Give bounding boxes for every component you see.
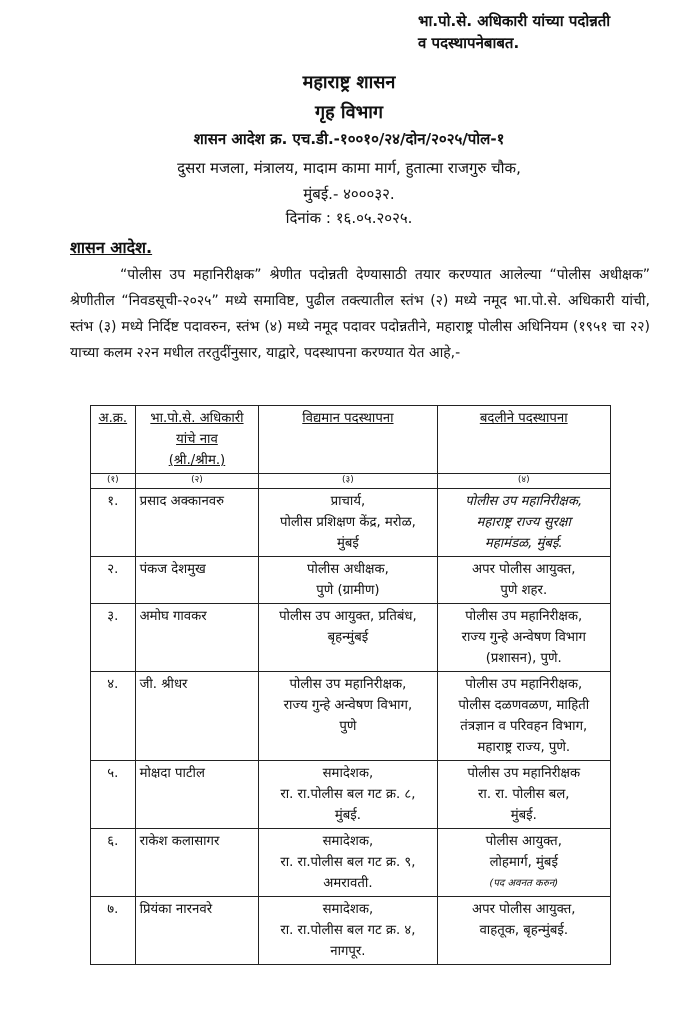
row-sr: २.: [91, 557, 136, 604]
row-name: राकेश कलासागर: [135, 829, 259, 897]
header-name-line-3: (श्री./श्रीम.): [168, 453, 226, 468]
postings-table: [90, 405, 611, 965]
new-line: पोलीस उप महानिरीक्षक,: [465, 677, 583, 692]
current-line: मुंबई: [336, 536, 359, 551]
table-row: [91, 557, 611, 604]
new-line: रा. रा. पोलीस बल,: [478, 787, 570, 802]
current-line: रा. रा.पोलीस बल गट क्र. ९,: [280, 855, 416, 870]
row-name: प्रसाद अक्कानवरु: [135, 489, 259, 557]
current-line: मुंबई.: [334, 808, 361, 823]
order-paragraph: “पोलीस उप महानिरीक्षक” श्रेणीत पदोन्नती देण्यासाठी तयार करण्यात आलेल्या “पोलीस अधीक्षक” श्रेणीतील “निवडसूची-२०२५” मध्ये समाविष्ट, पुढील तक्त्यातील स्तंभ (२) मध्ये नमूद भा.पो.से. अधिकारी यांची, स्तंभ (३) मध्ये निर्दिष्ट पदावरुन, स्तंभ (४) मध्ये नमूद पदावर पदोन्नतीने, महाराष्ट्र पोलीस अधिनियम (१९५१ चा २२) याच्या कलम २२न मधील तरतुदींनुसार, याद्वारे, पदस्थापना करण्यात येत आहे,-: [70, 267, 650, 361]
row-current-posting: [259, 604, 437, 672]
current-line: पोलीस प्रशिक्षण केंद्र, मरोळ,: [279, 515, 416, 530]
address-line-2: मुंबई.- ४०००३२.: [303, 185, 395, 203]
new-line: पोलीस उप महानिरीक्षक,: [465, 609, 583, 624]
subject-line-2: व पदस्थापनेबाबत.: [418, 34, 520, 52]
header-sr: अ.क्र.: [91, 406, 136, 474]
row-name: मोक्षदा पाटील: [135, 761, 259, 829]
table-row: [91, 829, 611, 897]
current-line: नागपूर.: [330, 944, 366, 959]
row-new-posting: [437, 761, 611, 829]
current-line: पुणे (ग्रामीण): [316, 583, 380, 598]
row-name: जी. श्रीधर: [135, 672, 259, 761]
new-line: महाराष्ट्र राज्य सुरक्षा: [476, 515, 571, 530]
row-current-posting: [259, 829, 437, 897]
new-line: वाहतूक, बृहन्मुंबई.: [479, 923, 569, 938]
government-title: महाराष्ट्र शासन: [302, 72, 396, 93]
current-line: पुणे: [339, 719, 357, 734]
current-line: समादेशक,: [322, 902, 374, 917]
header-name-line-1: भा.पो.से. अधिकारी: [150, 411, 244, 426]
table-row: [91, 604, 611, 672]
col-number-3: (३): [259, 474, 437, 489]
current-line: अमरावती.: [323, 876, 373, 891]
header-name-line-2: यांचे नाव: [176, 432, 218, 447]
row-current-posting: [259, 761, 437, 829]
current-line: प्राचार्य,: [330, 494, 366, 509]
new-line: पुणे शहर.: [500, 583, 548, 598]
row-sr: ४.: [91, 672, 136, 761]
row-current-posting: [259, 897, 437, 965]
order-date: दिनांक : १६.०५.२०२५.: [285, 209, 413, 227]
row-current-posting: [259, 672, 437, 761]
row-new-posting: [437, 489, 611, 557]
row-new-posting: [437, 897, 611, 965]
current-line: पोलीस उप आयुक्त, प्रतिबंध,: [279, 609, 417, 624]
column-number-row: [91, 474, 611, 489]
current-line: रा. रा.पोलीस बल गट क्र. ८,: [280, 787, 416, 802]
subject-line-1: भा.पो.से. अधिकारी यांच्या पदोन्नती: [418, 12, 611, 30]
row-current-posting: [259, 489, 437, 557]
new-line: तंत्रज्ञान व परिवहन विभाग,: [460, 719, 588, 734]
row-name: प्रियंका नारनवरे: [135, 897, 259, 965]
row-name: पंकज देशमुख: [135, 557, 259, 604]
current-line: समादेशक,: [322, 766, 374, 781]
header-name: [135, 406, 259, 474]
col-number-1: (१): [91, 474, 136, 489]
header-new-posting: बदलीने पदस्थापना: [437, 406, 611, 474]
current-line: रा. रा.पोलीस बल गट क्र. ४,: [280, 923, 416, 938]
order-number: शासन आदेश क्र. एच.डी.-१००१०/२४/दोन/२०२५/पोल-१: [193, 130, 505, 148]
new-line: राज्य गुन्हे अन्वेषण विभाग: [461, 630, 586, 645]
row-name: अमोघ गावकर: [135, 604, 259, 672]
table-row: [91, 897, 611, 965]
order-heading: शासन आदेश.: [70, 238, 153, 257]
col-number-4: (४): [437, 474, 611, 489]
row-new-posting: [437, 604, 611, 672]
row-sr: ६.: [91, 829, 136, 897]
row-new-posting: [437, 672, 611, 761]
current-line: पोलीस उप महानिरीक्षक,: [289, 677, 407, 692]
table-header-row: [91, 406, 611, 474]
row-new-posting: [437, 557, 611, 604]
table-row: [91, 489, 611, 557]
row-current-posting: [259, 557, 437, 604]
row-sr: १.: [91, 489, 136, 557]
new-line: लोहमार्ग, मुंबई: [489, 855, 558, 870]
demotion-note: (पद अवनत करुन): [489, 878, 559, 889]
new-line: (प्रशासन), पुणे.: [485, 651, 562, 666]
new-line: अपर पोलीस आयुक्त,: [472, 902, 576, 917]
new-line: महाराष्ट्र राज्य, पुणे.: [477, 740, 571, 755]
new-line: पोलीस दळणवळण, माहिती: [458, 698, 590, 713]
current-line: राज्य गुन्हे अन्वेषण विभाग,: [283, 698, 413, 713]
current-line: पोलीस अधीक्षक,: [307, 562, 389, 577]
address-line-1: दुसरा मजला, मंत्रालय, मादाम कामा मार्ग, हुतात्मा राजगुरु चौक,: [177, 159, 521, 177]
header-current-posting: विद्यमान पदस्थापना: [259, 406, 437, 474]
current-line: समादेशक,: [322, 834, 374, 849]
new-line: अपर पोलीस आयुक्त,: [472, 562, 576, 577]
row-sr: ५.: [91, 761, 136, 829]
new-line: पोलीस आयुक्त,: [485, 834, 562, 849]
subject-heading: [418, 10, 610, 54]
new-line: पोलीस उप महानिरीक्षक: [467, 766, 581, 781]
current-line: बृहन्मुंबई: [327, 630, 369, 645]
table-row: [91, 672, 611, 761]
new-line: पोलीस उप महानिरीक्षक,: [465, 494, 583, 509]
new-line: महामंडळ, मुंबई.: [484, 536, 563, 551]
department-title: गृह विभाग: [314, 102, 384, 123]
new-line: मुंबई.: [510, 808, 537, 823]
table-row: [91, 761, 611, 829]
row-sr: ३.: [91, 604, 136, 672]
row-sr: ७.: [91, 897, 136, 965]
col-number-2: (२): [135, 474, 259, 489]
row-new-posting: [437, 829, 611, 897]
